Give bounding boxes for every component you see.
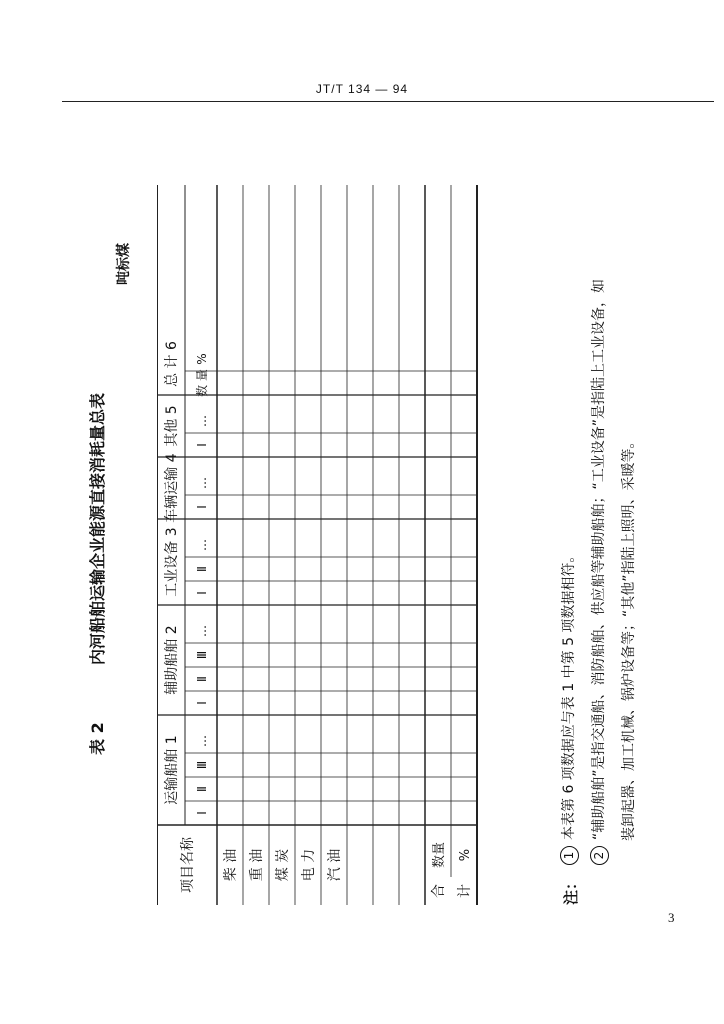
subcol-header-6-1: 数 量	[195, 369, 209, 397]
group-header-3: 工业设备 3	[164, 527, 180, 597]
page-number: 3	[668, 910, 675, 925]
note-text-2: “辅助船舶”是指交通船、消防船舶、供应船等辅助船舶；“工业设备”是指陆上工业设备，如	[591, 278, 607, 840]
totals-label-2: 计	[457, 884, 473, 898]
note-2-continued: 装卸起器、加工机械、锅炉设备等；“其他”指陆上照明、采暖等。	[621, 434, 637, 841]
totals-label: 合	[431, 884, 447, 898]
subcol-header-2-3: Ⅲ	[195, 650, 209, 660]
subcol-header-3-3: …	[195, 539, 209, 551]
subcol-header-1-4: …	[195, 735, 209, 747]
subcol-header-1-3: Ⅲ	[195, 760, 209, 770]
subcol-header-5-1: Ⅰ	[195, 443, 209, 447]
subcol-header-2-1: Ⅰ	[195, 701, 209, 705]
totals-row-label-2: %	[458, 848, 473, 862]
subcol-header-1-2: Ⅱ	[195, 786, 209, 792]
note-marker-1: 1	[560, 846, 579, 865]
subcol-header-3-2: Ⅱ	[195, 566, 209, 572]
energy-consumption-table	[157, 165, 557, 905]
group-header-1: 运输船舶 1	[164, 735, 180, 805]
subcol-header-2-4: …	[195, 625, 209, 637]
notes-label: 注：	[562, 874, 580, 905]
row-label-4: 电 力	[301, 848, 317, 882]
row-header-label: 项目名称	[180, 837, 196, 893]
totals-row-label-1: 数量	[432, 841, 447, 869]
header-rule	[62, 101, 714, 102]
subcol-header-6-2: %	[195, 353, 209, 365]
row-label-1: 柴 油	[223, 848, 239, 882]
note-1	[558, 549, 579, 865]
table-caption-title: 内河船舶运输企业能源直接消耗量总表	[88, 392, 107, 665]
group-header-5: 其他 5	[164, 405, 180, 447]
row-label-2: 重 油	[249, 848, 265, 882]
note-2	[588, 279, 609, 865]
group-header-6: 总 计 6	[164, 341, 180, 387]
rotated-table-page	[85, 165, 645, 905]
subcol-header-4-1: Ⅰ	[195, 505, 209, 509]
note-marker-2: 2	[590, 846, 609, 865]
group-header-4: 车辆运输 4	[164, 453, 180, 523]
standard-number-header: JT/T 134 — 94	[315, 82, 409, 96]
subcol-header-2-2: Ⅱ	[195, 676, 209, 682]
subcol-header-3-1: Ⅰ	[195, 591, 209, 595]
table-caption-number: 表 2	[88, 722, 107, 755]
subcol-header-4-2: …	[195, 477, 209, 489]
table-unit: 吨标煤	[116, 243, 132, 285]
subcol-header-5-2: …	[195, 415, 209, 427]
group-header-2: 辅助船舶 2	[164, 625, 180, 695]
row-label-5: 汽 油	[327, 848, 343, 882]
note-text-1: 本表第 6 项数据应与表 1 中第 5 项数据相符。	[561, 548, 577, 840]
row-label-3: 煤 炭	[275, 848, 291, 882]
subcol-header-1-1: Ⅰ	[195, 811, 209, 815]
